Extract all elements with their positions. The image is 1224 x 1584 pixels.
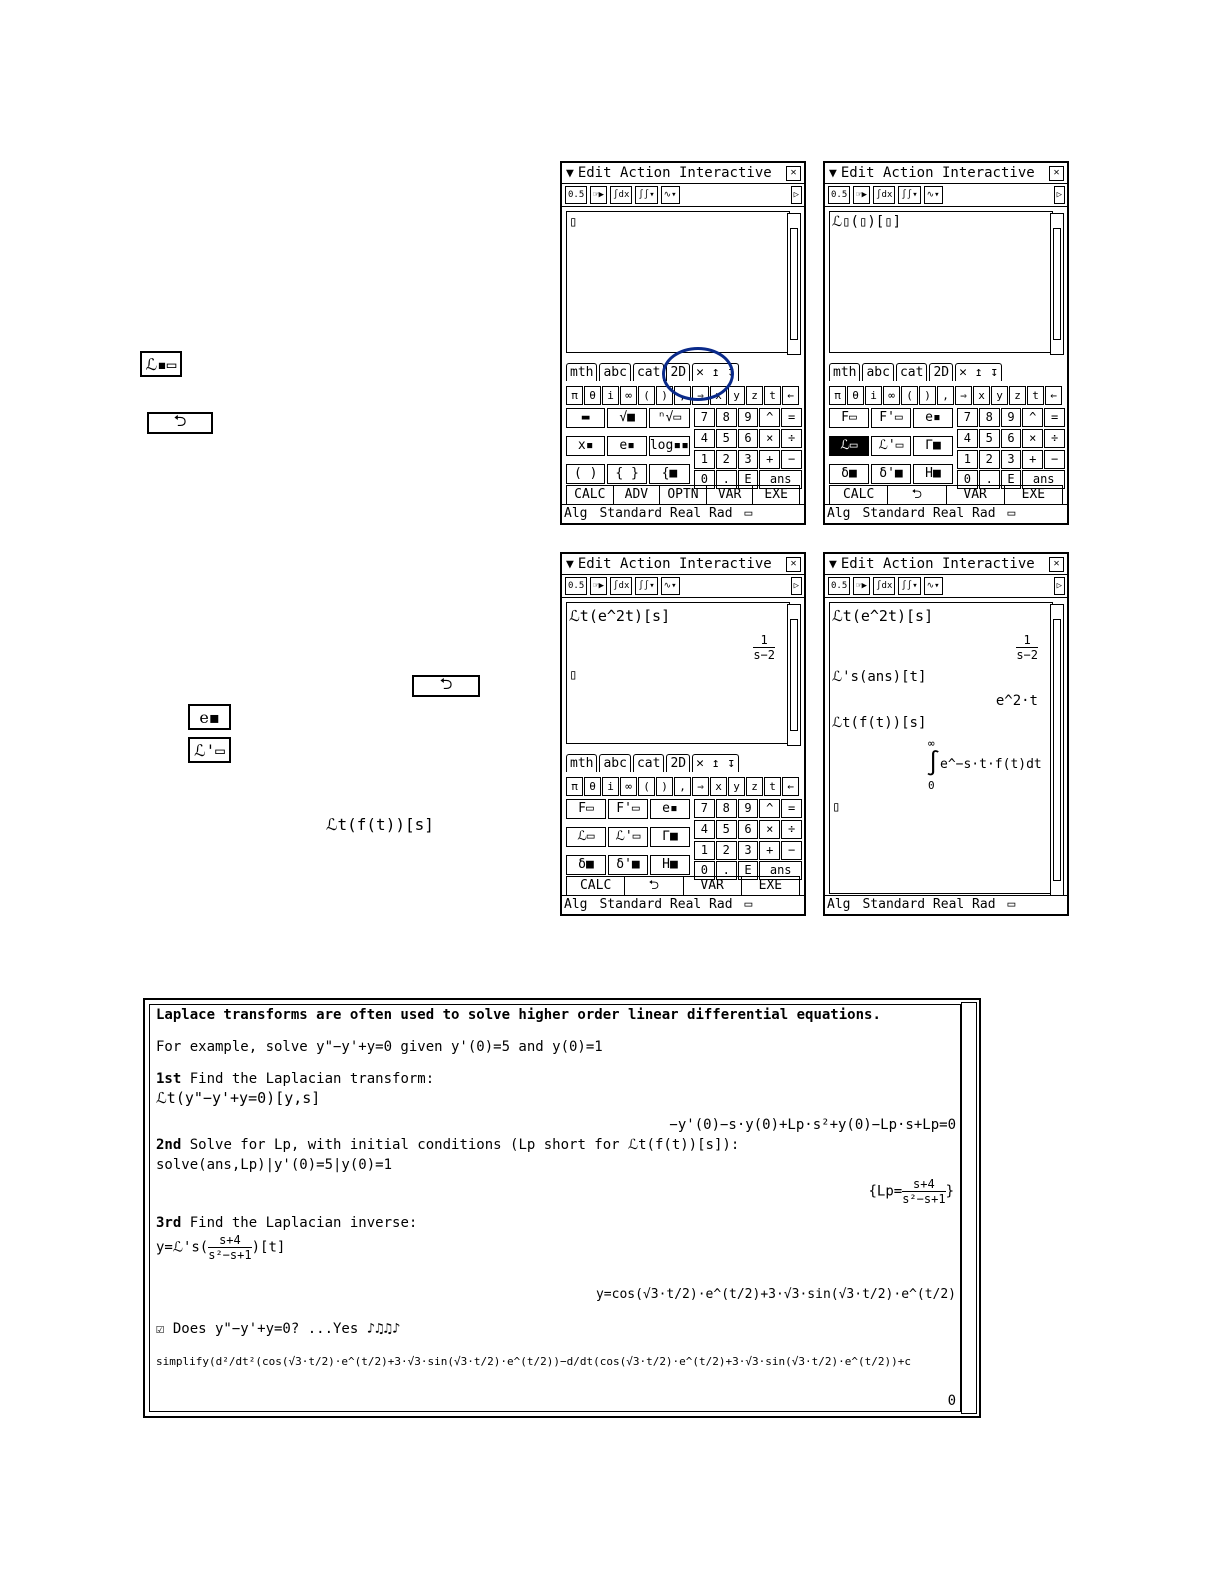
key-1[interactable]: 1: [694, 841, 715, 860]
eactivity-content[interactable]: [149, 1004, 961, 1412]
key-delta-prime[interactable]: δ'■: [871, 464, 911, 484]
menu-bar: [562, 163, 804, 184]
key-fourier[interactable]: F▭: [829, 408, 869, 428]
tab-extra[interactable]: ✕ ↥ ↧: [955, 363, 1002, 381]
status-settings: Standard Real Rad: [599, 506, 733, 521]
key-rparen[interactable]: ): [919, 386, 936, 405]
key-lparen[interactable]: (: [901, 386, 918, 405]
key-z[interactable]: z: [1009, 386, 1026, 405]
toolbar-button[interactable]: ∫∫▾: [635, 577, 657, 595]
result-1: [1016, 633, 1038, 662]
symbol-row: [829, 386, 1062, 405]
key-3[interactable]: 3: [1001, 450, 1022, 469]
key-divide[interactable]: ÷: [781, 429, 802, 448]
tab-extra[interactable]: ✕ ↥ ↧: [692, 363, 739, 381]
tab-cat[interactable]: cat: [896, 363, 927, 381]
close-icon[interactable]: ✕: [786, 166, 801, 181]
work-area[interactable]: [566, 602, 790, 744]
key-gamma[interactable]: Γ■: [913, 436, 953, 456]
tab-mth[interactable]: mth: [566, 363, 597, 381]
step3-input-den: s²−s+1: [208, 1248, 252, 1262]
step1-text: Find the Laplacian transform:: [181, 1071, 435, 1087]
softkey-var[interactable]: VAR: [947, 486, 1005, 504]
key-power[interactable]: x▪: [566, 436, 605, 456]
key-caret[interactable]: ^: [759, 799, 780, 818]
key-paren[interactable]: ( ): [566, 464, 605, 484]
result-2: e^2·t: [995, 693, 1038, 709]
tab-cat[interactable]: cat: [633, 363, 664, 381]
toolbar-button[interactable]: ☞▶: [853, 186, 870, 204]
softkey-exe[interactable]: EXE: [758, 878, 783, 893]
key-x[interactable]: x: [710, 777, 727, 796]
key-fourier[interactable]: F▭: [566, 799, 606, 819]
key-theta[interactable]: θ: [847, 386, 864, 405]
key-divide[interactable]: ÷: [781, 820, 802, 839]
cursor: ▯: [832, 799, 841, 815]
step2-result-den: s²−s+1: [902, 1192, 946, 1206]
key-2[interactable]: 2: [979, 450, 1000, 469]
key-ans[interactable]: ans: [1022, 470, 1065, 489]
key-backspace[interactable]: ←: [1045, 386, 1062, 405]
key-8[interactable]: 8: [716, 799, 737, 818]
key-log[interactable]: log▪▪: [649, 436, 690, 456]
toolbar-button[interactable]: ∫dx: [610, 186, 632, 204]
integral-body: e^−s·t·f(t)dt: [940, 757, 1042, 772]
laplace-expression: ℒt(f(t))[s]: [326, 815, 434, 834]
key-ans[interactable]: ans: [759, 470, 802, 489]
step3-result: y=cos(√3·t/2)·e^(t/2)+3·√3·sin(√3·t/2)·e^(t/2): [595, 1287, 956, 1302]
key-heaviside[interactable]: H■: [913, 464, 953, 484]
key-infinity[interactable]: ∞: [620, 777, 637, 796]
key-delta-prime[interactable]: δ'■: [608, 855, 648, 875]
status-bar: [825, 504, 1067, 523]
tab-abc[interactable]: abc: [599, 363, 630, 381]
key-area: [566, 408, 802, 490]
key-delta[interactable]: δ■: [829, 464, 869, 484]
toolbar: [825, 184, 1067, 207]
key-6[interactable]: 6: [738, 429, 759, 448]
softkey-bar: [829, 485, 1063, 505]
softkey-back[interactable]: ⮌: [888, 486, 946, 504]
result-fraction: [753, 633, 775, 662]
key-1[interactable]: 1: [957, 450, 978, 469]
key-piecewise[interactable]: {■: [649, 464, 690, 484]
back-key-icon-2: [412, 675, 480, 697]
inverse-key-label: ℒ'▭: [194, 740, 225, 760]
key-x[interactable]: x: [710, 386, 727, 405]
step2-result-prefix: {Lp=: [868, 1183, 903, 1200]
back-key-label: ⮌: [173, 410, 187, 430]
entry-line: ℒ▯(▯)[▯]: [832, 214, 902, 230]
key-nroot[interactable]: ⁿ√▭: [649, 408, 690, 428]
key-backspace[interactable]: ←: [782, 777, 799, 796]
toolbar-next-icon[interactable]: ▷: [791, 577, 802, 595]
status-bar: [825, 895, 1067, 914]
tab-2d[interactable]: 2D: [666, 754, 690, 772]
softkey-adv[interactable]: ADV: [614, 486, 661, 504]
key-y[interactable]: y: [728, 777, 745, 796]
integral-lower: 0: [928, 779, 935, 792]
key-0[interactable]: 0: [694, 861, 715, 880]
close-icon[interactable]: ✕: [786, 557, 801, 572]
key-y[interactable]: y: [728, 386, 745, 405]
toolbar-button[interactable]: ∫dx: [873, 186, 895, 204]
toolbar-button[interactable]: ☞▶: [590, 186, 607, 204]
key-2[interactable]: 2: [716, 450, 737, 469]
scrollbar[interactable]: [1050, 213, 1064, 355]
key-5[interactable]: 5: [979, 429, 1000, 448]
close-icon[interactable]: ✕: [1049, 557, 1064, 572]
key-minus[interactable]: −: [1044, 450, 1065, 469]
menu-bar: [825, 554, 1067, 575]
key-equals[interactable]: =: [781, 799, 802, 818]
key-0[interactable]: 0: [957, 470, 978, 489]
calculator-screen-2: [823, 161, 1069, 525]
key-laplace-inverse[interactable]: ℒ'▭: [871, 436, 911, 456]
key-i[interactable]: i: [602, 777, 619, 796]
key-plus[interactable]: +: [1022, 450, 1043, 469]
softkey-back[interactable]: ⮌: [625, 877, 683, 895]
symbol-row: [566, 777, 799, 796]
step2-result-suffix: }: [945, 1183, 954, 1200]
key-pi[interactable]: π: [566, 777, 583, 796]
key-plus[interactable]: +: [759, 841, 780, 860]
softkey-var[interactable]: VAR: [684, 877, 742, 895]
key-rparen[interactable]: ): [656, 777, 673, 796]
toolbar: [562, 575, 804, 598]
scrollbar[interactable]: [787, 604, 801, 746]
key-dot[interactable]: .: [979, 470, 1000, 489]
result-numerator: 1: [1016, 633, 1038, 648]
key-exp[interactable]: e▪: [607, 436, 646, 456]
key-laplace[interactable]: ℒ▭: [566, 827, 606, 847]
toolbar-button[interactable]: ∫∫▾: [635, 186, 657, 204]
step2-text: Solve for Lp, with initial conditions (Lp short for ℒt(f(t))[s]):: [181, 1137, 740, 1153]
menu-bar: [562, 554, 804, 575]
key-8[interactable]: 8: [716, 408, 737, 427]
laplace-key-label: ℒ▪▭: [145, 354, 177, 374]
key-x[interactable]: x: [973, 386, 990, 405]
key-t[interactable]: t: [1027, 386, 1044, 405]
menu-chevron-icon[interactable]: ▼: [566, 556, 574, 572]
scrollbar[interactable]: [787, 213, 801, 355]
key-fraction[interactable]: ▬: [566, 408, 605, 428]
softkey-exe[interactable]: EXE: [1021, 487, 1046, 502]
key-pi[interactable]: π: [829, 386, 846, 405]
menu-chevron-icon[interactable]: ▼: [566, 165, 574, 181]
menu-chevron-icon[interactable]: ▼: [829, 556, 837, 572]
step3-label: 3rd: [156, 1215, 182, 1231]
key-fourier-inverse[interactable]: F'▭: [608, 799, 648, 819]
step3-input-prefix: y=ℒ's(: [156, 1239, 209, 1256]
entry-line-2: ℒ's(ans)[t]: [832, 669, 927, 685]
step2-result: [868, 1177, 954, 1206]
status-bar: [562, 504, 804, 523]
keyboard-tabs: [829, 363, 1002, 381]
step3-text: Find the Laplacian inverse:: [181, 1215, 418, 1231]
status-settings: Standard Real Rad: [599, 897, 733, 912]
softkey-optn[interactable]: OPTN: [660, 486, 707, 504]
toolbar: [825, 575, 1067, 598]
status-settings: Standard Real Rad: [862, 506, 996, 521]
tab-2d[interactable]: 2D: [929, 363, 953, 381]
menu-bar: [825, 163, 1067, 184]
calculator-screen-4: [823, 552, 1069, 916]
integral-sign: ∫: [926, 749, 941, 777]
work-area[interactable]: [566, 211, 790, 353]
key-8[interactable]: 8: [979, 408, 1000, 427]
key-4[interactable]: 4: [957, 429, 978, 448]
cursor: ▯: [569, 667, 578, 683]
verify-result: 0: [947, 1393, 956, 1409]
key-theta[interactable]: θ: [584, 386, 601, 405]
key-e[interactable]: E: [738, 861, 759, 880]
menu-title[interactable]: Edit Action Interactive: [840, 556, 1035, 572]
step1-heading: [156, 1071, 434, 1087]
back-key-icon: [147, 412, 213, 434]
entry-line-1: ℒt(e^2t)[s]: [832, 607, 934, 625]
key-times[interactable]: ×: [1022, 429, 1043, 448]
toolbar-next-icon[interactable]: ▷: [1054, 186, 1065, 204]
battery-icon: ▭: [744, 897, 753, 912]
key-1[interactable]: 1: [694, 450, 715, 469]
softkey-calc[interactable]: CALC: [567, 877, 625, 895]
step1-result: −y'(0)−s·y(0)+Lp·s²+y(0)−Lp·s+Lp=0: [669, 1117, 956, 1133]
key-i[interactable]: i: [865, 386, 882, 405]
tab-extra[interactable]: ✕ ↥ ↧: [692, 754, 739, 772]
toolbar-button[interactable]: ∿▾: [924, 577, 943, 595]
status-mode: Alg: [564, 506, 588, 521]
key-caret[interactable]: ^: [759, 408, 780, 427]
key-gamma[interactable]: Γ■: [650, 827, 690, 847]
step3-input: [156, 1233, 285, 1262]
key-3[interactable]: 3: [738, 841, 759, 860]
toolbar-button[interactable]: 0.5: [565, 186, 587, 204]
toolbar-button[interactable]: 0.5: [828, 186, 850, 204]
key-t[interactable]: t: [764, 386, 781, 405]
toolbar-button[interactable]: ∫∫▾: [898, 186, 920, 204]
key-7[interactable]: 7: [957, 408, 978, 427]
key-delta[interactable]: δ■: [566, 855, 606, 875]
status-settings: Standard Real Rad: [862, 897, 996, 912]
result-numerator: 1: [753, 633, 775, 648]
key-infinity[interactable]: ∞: [620, 386, 637, 405]
toolbar-button[interactable]: 0.5: [565, 577, 587, 595]
battery-icon: ▭: [744, 506, 753, 521]
key-9[interactable]: 9: [738, 408, 759, 427]
key-y[interactable]: y: [991, 386, 1008, 405]
key-e[interactable]: E: [738, 470, 759, 489]
key-comma[interactable]: ,: [937, 386, 954, 405]
key-heaviside[interactable]: H■: [650, 855, 690, 875]
work-area[interactable]: [829, 211, 1053, 353]
key-area: [566, 799, 802, 881]
step3-input-num: s+4: [208, 1233, 251, 1248]
key-comma[interactable]: ,: [674, 386, 691, 405]
example-line: For example, solve y"−y'+y=0 given y'(0)=5 and y(0)=1: [156, 1039, 603, 1055]
key-infinity[interactable]: ∞: [883, 386, 900, 405]
toolbar-button[interactable]: ∿▾: [661, 577, 680, 595]
key-5[interactable]: 5: [716, 429, 737, 448]
key-2[interactable]: 2: [716, 841, 737, 860]
status-mode: Alg: [827, 897, 851, 912]
step2-result-num: s+4: [902, 1177, 945, 1192]
close-icon[interactable]: ✕: [1049, 166, 1064, 181]
toolbar-next-icon[interactable]: ▷: [791, 186, 802, 204]
key-comma[interactable]: ,: [674, 777, 691, 796]
key-7[interactable]: 7: [694, 408, 715, 427]
verify-line: ☑ Does y"−y'+y=0? ...Yes ♪♫♫♪: [156, 1321, 401, 1337]
key-laplace[interactable]: ℒ▭: [829, 436, 869, 456]
exp-key-icon: [188, 704, 231, 730]
step2-input: solve(ans,Lp)|y'(0)=5|y(0)=1: [156, 1157, 393, 1173]
key-5[interactable]: 5: [716, 820, 737, 839]
highlight-circle-2d-tab: [662, 347, 734, 401]
toolbar-button[interactable]: ∿▾: [924, 186, 943, 204]
key-minus[interactable]: −: [781, 841, 802, 860]
key-implies[interactable]: ⇒: [692, 386, 709, 405]
cursor: ▯: [569, 214, 578, 230]
menu-chevron-icon[interactable]: ▼: [829, 165, 837, 181]
step1-label: 1st: [156, 1071, 182, 1087]
tab-cat[interactable]: cat: [633, 754, 664, 772]
softkey-exe[interactable]: EXE: [764, 487, 788, 502]
key-lparen[interactable]: (: [638, 777, 655, 796]
key-0[interactable]: 0: [694, 470, 715, 489]
toolbar-button[interactable]: ☞▶: [590, 577, 607, 595]
key-3[interactable]: 3: [738, 450, 759, 469]
integral-upper: ∞: [928, 737, 935, 750]
step3-input-suffix: )[t]: [251, 1239, 286, 1256]
key-caret[interactable]: ^: [1022, 408, 1043, 427]
scrollbar[interactable]: [1050, 604, 1064, 896]
key-area: [829, 408, 1065, 490]
key-brace[interactable]: { }: [607, 464, 646, 484]
keyboard-tabs: [566, 754, 739, 772]
menu-title[interactable]: Edit Action Interactive: [840, 165, 1035, 181]
toolbar-button[interactable]: ∫∫▾: [898, 577, 920, 595]
tab-abc[interactable]: abc: [862, 363, 893, 381]
key-rparen[interactable]: ): [656, 386, 673, 405]
key-6[interactable]: 6: [738, 820, 759, 839]
softkey-calc[interactable]: CALC: [830, 486, 888, 504]
key-times[interactable]: ×: [759, 429, 780, 448]
key-times[interactable]: ×: [759, 820, 780, 839]
intro-line: Laplace transforms are often used to solve higher order linear differential equations.: [156, 1007, 881, 1023]
exp-key-label: e▪: [199, 707, 220, 727]
calculator-screen-1: [560, 161, 806, 525]
status-mode: Alg: [564, 897, 588, 912]
tab-abc[interactable]: abc: [599, 754, 630, 772]
toolbar: [562, 184, 804, 207]
key-divide[interactable]: ÷: [1044, 429, 1065, 448]
key-4[interactable]: 4: [694, 429, 715, 448]
key-minus[interactable]: −: [781, 450, 802, 469]
calculator-screen-3: [560, 552, 806, 916]
toolbar-button[interactable]: ☞▶: [853, 577, 870, 595]
key-sqrt[interactable]: √■: [607, 408, 646, 428]
key-ans[interactable]: ans: [759, 861, 802, 880]
key-exp[interactable]: e▪: [650, 799, 690, 819]
key-dot[interactable]: .: [716, 470, 737, 489]
step2-label: 2nd: [156, 1137, 182, 1153]
key-plus[interactable]: +: [759, 450, 780, 469]
toolbar-button[interactable]: ∫dx: [610, 577, 632, 595]
key-dot[interactable]: .: [716, 861, 737, 880]
key-z[interactable]: z: [746, 777, 763, 796]
step3-heading: [156, 1215, 417, 1231]
result-denominator: s−2: [753, 648, 775, 662]
key-equals[interactable]: =: [781, 408, 802, 427]
laplace-inverse-key-icon: [188, 737, 231, 763]
result-denominator: s−2: [1016, 648, 1038, 662]
toolbar-next-icon[interactable]: ▷: [1054, 577, 1065, 595]
menu-title[interactable]: Edit Action Interactive: [577, 165, 772, 181]
status-mode: Alg: [827, 506, 851, 521]
status-bar: [562, 895, 804, 914]
key-z[interactable]: z: [746, 386, 763, 405]
back-key-label-2: ⮌: [439, 673, 453, 693]
key-e[interactable]: E: [1001, 470, 1022, 489]
entry-line-3: ℒt(f(t))[s]: [832, 715, 927, 731]
key-theta[interactable]: θ: [584, 777, 601, 796]
key-backspace[interactable]: ←: [782, 386, 799, 405]
key-fourier-inverse[interactable]: F'▭: [871, 408, 911, 428]
toolbar-button[interactable]: 0.5: [828, 577, 850, 595]
key-6[interactable]: 6: [1001, 429, 1022, 448]
key-pi[interactable]: π: [566, 386, 583, 405]
softkey-bar: [566, 876, 800, 896]
laplace-key-icon: [140, 351, 182, 377]
step1-input: ℒt(y"−y'+y=0)[y,s]: [156, 1089, 321, 1107]
scrollbar[interactable]: [961, 1002, 977, 1414]
eactivity-window: [143, 998, 981, 1418]
key-lparen[interactable]: (: [638, 386, 655, 405]
key-t[interactable]: t: [764, 777, 781, 796]
tab-2d[interactable]: 2D: [666, 363, 690, 381]
battery-icon: ▭: [1007, 506, 1016, 521]
toolbar-button[interactable]: ∫dx: [873, 577, 895, 595]
key-implies[interactable]: ⇒: [955, 386, 972, 405]
key-exp[interactable]: e▪: [913, 408, 953, 428]
battery-icon: ▭: [1007, 897, 1016, 912]
step2-heading: [156, 1137, 739, 1153]
toolbar-button[interactable]: ∿▾: [661, 186, 680, 204]
softkey-bar: [566, 485, 800, 505]
key-7[interactable]: 7: [694, 799, 715, 818]
key-4[interactable]: 4: [694, 820, 715, 839]
key-laplace-inverse[interactable]: ℒ'▭: [608, 827, 648, 847]
key-i[interactable]: i: [602, 386, 619, 405]
verify-input: simplify(d²/dt²(cos(√3·t/2)·e^(t/2)+3·√3·sin(√3·t/2)·e^(t/2))−d/dt(cos(√3·t/2)·e^(t/2)+3·√3·sin(√3·t/2)·e^(t/2))+c: [156, 1355, 911, 1368]
entry-line: ℒt(e^2t)[s]: [569, 607, 671, 625]
tab-mth[interactable]: mth: [829, 363, 860, 381]
softkey-var[interactable]: VAR: [707, 486, 754, 504]
key-equals[interactable]: =: [1044, 408, 1065, 427]
key-implies[interactable]: ⇒: [692, 777, 709, 796]
tab-mth[interactable]: mth: [566, 754, 597, 772]
key-9[interactable]: 9: [1001, 408, 1022, 427]
key-9[interactable]: 9: [738, 799, 759, 818]
softkey-calc[interactable]: CALC: [567, 486, 614, 504]
work-area[interactable]: [829, 602, 1053, 894]
menu-title[interactable]: Edit Action Interactive: [577, 556, 772, 572]
